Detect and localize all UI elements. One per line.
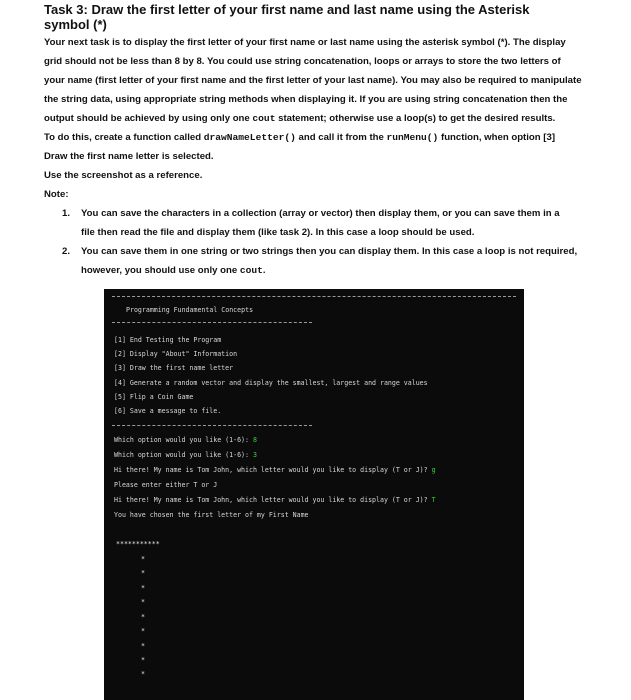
divider <box>112 322 312 323</box>
code-cout: cout <box>239 265 263 276</box>
divider <box>112 296 516 297</box>
user-input: g <box>431 466 436 474</box>
reference-line: Use the screenshot as a reference. <box>44 170 203 181</box>
menu-item: [4] Generate a random vector and display the smallest, largest and range values <box>114 379 428 387</box>
letter-t-stem: * <box>141 642 145 650</box>
code-drawnameletter: drawNameLetter() <box>203 132 296 143</box>
menu-item: [3] Draw the first name letter <box>114 364 234 372</box>
letter-t-stem: * <box>141 569 145 577</box>
menu-item: [5] Flip a Coin Game <box>114 393 194 401</box>
terminal-header: Programming Fundamental Concepts <box>126 306 254 314</box>
code-cout: cout <box>252 113 276 124</box>
letter-t-stem: * <box>141 584 145 592</box>
task-paragraph-line-5: output should be achieved by using only one cout statement; otherwise use a loop(s) to get the desired results. <box>44 113 556 124</box>
letter-t-stem: * <box>141 613 145 621</box>
document <box>44 2 600 280</box>
menu-item: [2] Display "About" Information <box>114 350 238 358</box>
result-line: You have chosen the first letter of my First Name <box>114 511 309 519</box>
user-input: 3 <box>252 451 257 459</box>
task-title: Task 3: Draw the first letter of your first name and last name using the Asterisk symbol (*) <box>44 2 530 32</box>
prompt-line: Hi there! My name is Tom John, which letter would you like to display (T or J)? g <box>114 466 436 474</box>
note-list <box>44 204 600 280</box>
user-input: T <box>431 496 436 504</box>
note-label: Note: <box>44 189 69 200</box>
letter-t-stem: * <box>141 555 145 563</box>
letter-t-top: *********** <box>116 540 160 548</box>
error-line: Please enter either T or J <box>114 481 218 489</box>
prompt-line: Hi there! My name is Tom John, which letter would you like to display (T or J)? T <box>114 496 436 504</box>
task-paragraph-line-6: To do this, create a function called drawNameLetter() and call it from the runMenu() function, when option [3] <box>44 132 556 143</box>
letter-t-stem: * <box>141 598 145 606</box>
task-paragraph-line-2: grid should not be less than 8 by 8. You could use string concatenation, loops or arrays to store the two letters of <box>44 56 561 67</box>
prompt-line: Which option would you like (1-6): 8 <box>114 436 257 444</box>
prompt-line: Which option would you like (1-6): 3 <box>114 451 257 459</box>
task-paragraph-line-1: Your next task is to display the first letter of your first name or last name using the asterisk symbol (*). The display <box>44 37 566 48</box>
letter-t-stem: * <box>141 670 145 678</box>
divider <box>112 425 312 426</box>
code-runmenu: runMenu() <box>386 132 439 143</box>
task-paragraph-line-4: the string data, using appropriate string methods when displaying it. If you are using string concatenation then the <box>44 94 568 105</box>
task-paragraph-line-3: your name (first letter of your first name and the first letter of your last name). You may also be required to manipulate <box>44 75 582 86</box>
terminal-screenshot <box>104 289 524 700</box>
letter-t-stem: * <box>141 656 145 664</box>
menu-item: [1] End Testing the Program <box>114 336 222 344</box>
user-input: 8 <box>252 436 257 444</box>
letter-t-stem: * <box>141 627 145 635</box>
task-paragraph-line-7: Draw the first name letter is selected. <box>44 151 214 162</box>
note-item: 1. You can save the characters in a collection (array or vector) then display them, or you can save them in a file then read the file and display them (like task 2). In this case a loop should be used. <box>62 208 560 238</box>
note-item: 2. You can save them in one string or two strings then you can display them. In this case a loop is not required, however, you should use only one cout. <box>62 246 578 276</box>
menu-item: [6] Save a message to file. <box>114 407 222 415</box>
